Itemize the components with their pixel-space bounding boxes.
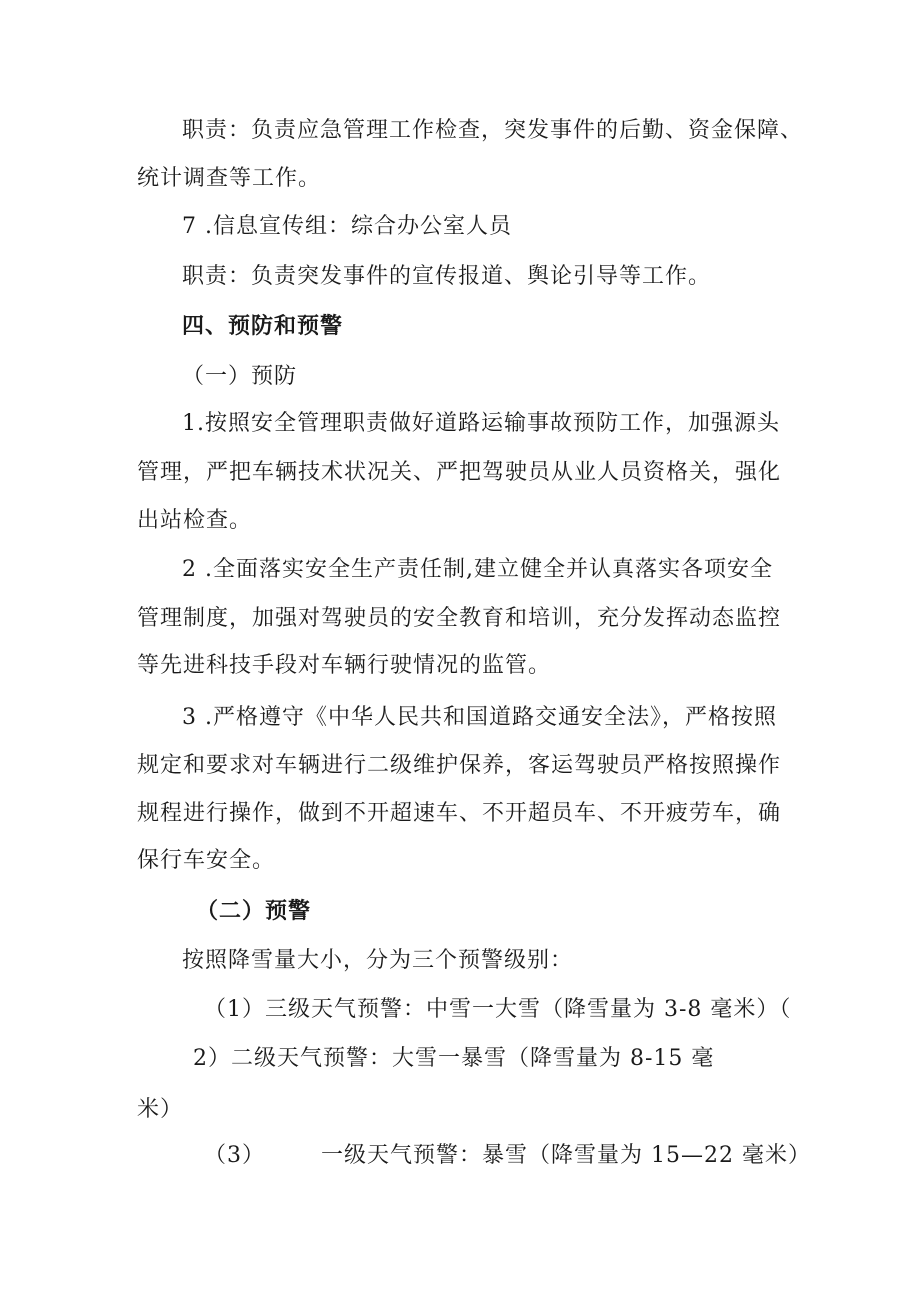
- responsibility-line-1: 职责：负责应急管理工作检查，突发事件的后勤、资金保障、: [182, 118, 804, 143]
- item2-line-1: 2 .全面落实安全生产责任制,建立健全并认真落实各项安全: [182, 557, 773, 582]
- section-heading-prevention-warning: 四、预防和预警: [182, 314, 344, 339]
- info-publicity-group: 7 .信息宣传组：综合办公室人员: [182, 214, 512, 239]
- warning-level-3: （1）三级天气预警：中雪一大雪（降雪量为 3-8 毫米）（: [204, 997, 792, 1022]
- item3-line-4: 保行车安全。: [137, 848, 276, 873]
- item2-line-3: 等先进科技手段对车辆行驶情况的监管。: [137, 653, 552, 678]
- warning-level-2: 2）二级天气预警：大雪一暴雪（降雪量为 8-15 毫: [193, 1046, 715, 1071]
- warning-intro: 按照降雪量大小，分为三个预警级别：: [182, 948, 574, 973]
- item1-line-3: 出站检查。: [137, 508, 253, 533]
- warning-level-2-tail: 米）: [137, 1097, 184, 1122]
- publicity-responsibility: 职责：负责突发事件的宣传报道、舆论引导等工作。: [182, 264, 712, 289]
- item1-line-2: 管理，严把车辆技术状况关、严把驾驶员从业人员资格关，强化: [137, 460, 782, 485]
- subheading-warning: （二）预警: [196, 899, 312, 924]
- item3-line-2: 规定和要求对车辆进行二级维护保养，客运驾驶员严格按照操作: [137, 753, 782, 778]
- item2-line-2: 管理制度，加强对驾驶员的安全教育和培训，充分发挥动态监控: [137, 606, 782, 631]
- warning-level-1-text: 一级天气预警：暴雪（降雪量为 15—22 毫米）: [321, 1143, 811, 1168]
- subheading-prevention: （一）预防: [182, 364, 298, 389]
- item3-line-1: 3 .严格遵守《中华人民共和国道路交通安全法》，严格按照: [182, 705, 777, 730]
- item1-line-1: 1.按照安全管理职责做好道路运输事故预防工作，加强源头: [182, 411, 780, 436]
- warning-level-1: [204, 1141, 811, 1171]
- item3-line-3: 规程进行操作，做到不开超速车、不开超员车、不开疲劳车，确: [137, 801, 782, 826]
- warning-level-1-number: （3）: [204, 1143, 265, 1168]
- responsibility-line-2: 统计调查等工作。: [137, 166, 322, 191]
